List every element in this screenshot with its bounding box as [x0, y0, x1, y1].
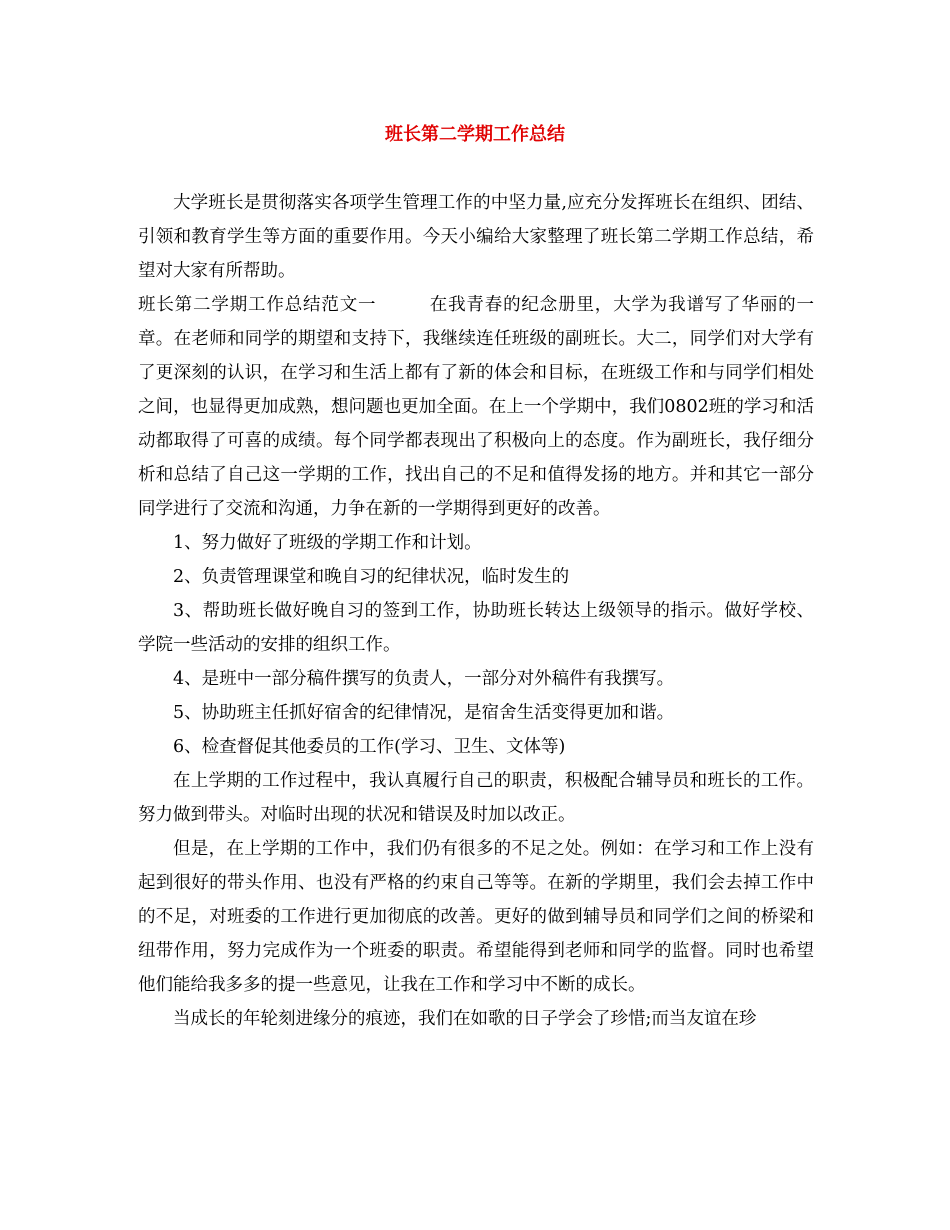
- paragraph-intro: 大学班长是贯彻落实各项学生管理工作的中坚力量,应充分发挥班长在组织、团结、引领和教育学生等方面的重要作用。今天小编给大家整理了班长第二学期工作总结，希望对大家有所帮助。: [138, 193, 814, 281]
- list-item-4: 4、是班中一部分稿件撰写的负责人，一部分对外稿件有我撰写。: [173, 669, 675, 689]
- paragraph-closing: 当成长的年轮刻进缘分的痕迹，我们在如歌的日子学会了珍惜;而当友谊在珍: [173, 1009, 757, 1029]
- sample-heading: 班长第二学期工作总结范文一: [138, 295, 377, 315]
- paragraph-shortcomings: 但是，在上学期的工作中，我们仍有很多的不足之处。例如：在学习和工作上没有起到很好的带头作用、也没有严格的约束自己等等。在新的学期里，我们会去掉工作中的不足，对班委的工作进行更加彻底的改善。更好的做到辅导员和同学们之间的桥梁和纽带作用，努力完成作为一个班委的职责。希望能得到老师和同学的监督。同时也希望他们能给我多多的提一些意见，让我在工作和学习中不断的成长。: [138, 839, 814, 995]
- sample-body: 在我青春的纪念册里，大学为我谱写了华丽的一章。在老师和同学的期望和支持下，我继续连任班级的副班长。大二，同学们对大学有了更深刻的认识，在学习和生活上都有了新的体会和目标，在班级工作和与同学们相处之间，也显得更加成熟，想问题也更加全面。在上一个学期中，我们0802班的学习和活动都取得了可喜的成绩。每个同学都表现出了积极向上的态度。作为副班长，我仔细分析和总结了自己这一学期的工作，找出自己的不足和值得发扬的地方。并和其它一部分同学进行了交流和沟通，力争在新的一学期得到更好的改善。: [138, 295, 815, 519]
- list-item-1: 1、努力做好了班级的学期工作和计划。: [173, 533, 482, 553]
- document-title: 班长第二学期工作总结: [385, 124, 565, 145]
- list-item-6: 6、检查督促其他委员的工作(学习、卫生、文体等): [173, 737, 566, 757]
- paragraph-sample-one: [138, 288, 814, 526]
- list-item-2: 2、负责管理课堂和晚自习的纪律状况，临时发生的: [173, 567, 570, 587]
- list-item-3: 3、帮助班长做好晚自习的签到工作，协助班长转达上级领导的指示。做好学校、学院一些活动的安排的组织工作。: [138, 601, 814, 655]
- list-item-5: 5、协助班主任抓好宿舍的纪律情况，是宿舍生活变得更加和谐。: [173, 703, 675, 723]
- document-body: [138, 186, 814, 1036]
- paragraph-reflection: 在上学期的工作过程中，我认真履行自己的职责，积极配合辅导员和班长的工作。努力做到带头。对临时出现的状况和错误及时加以改正。: [138, 771, 814, 825]
